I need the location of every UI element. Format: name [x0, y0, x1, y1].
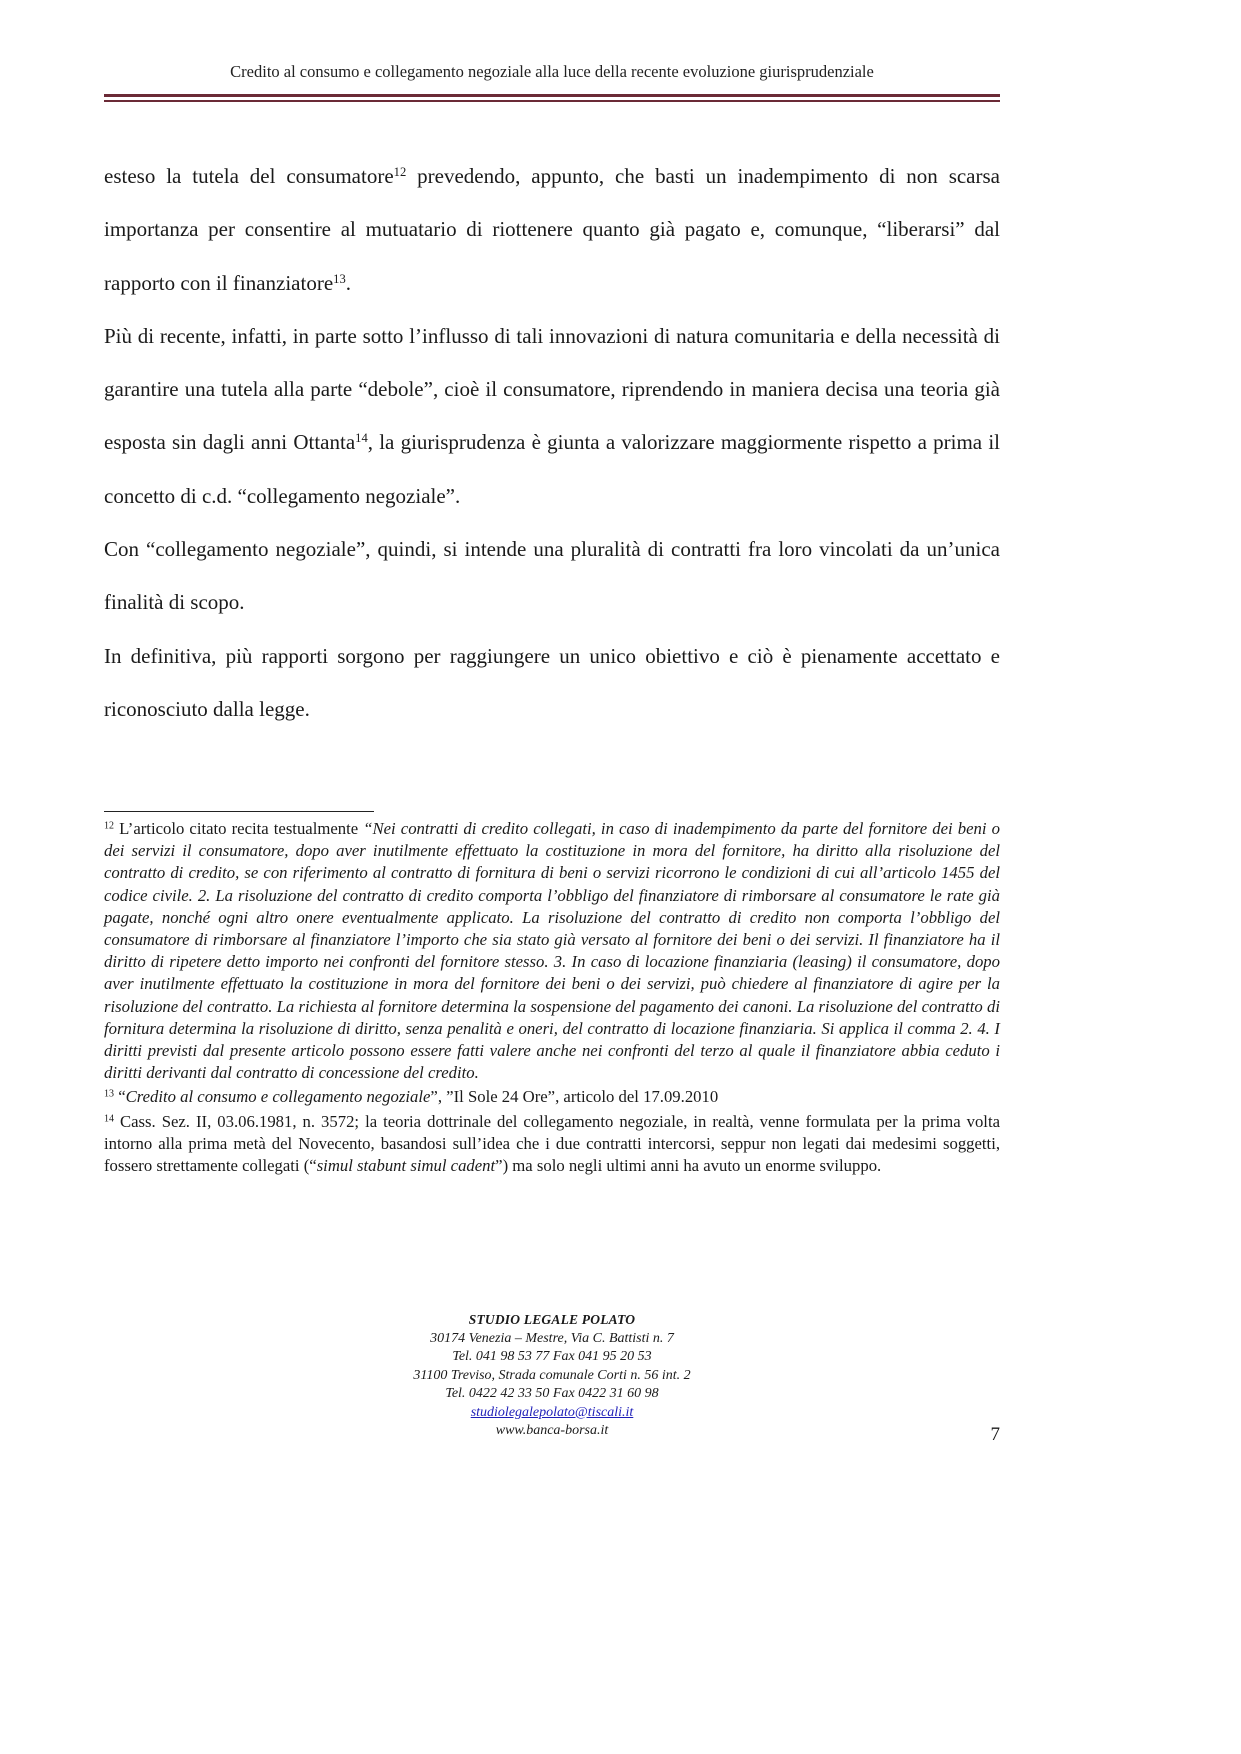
footnote-12: $^{12}$ L’articolo citato recita testualmente “Nei contratti di credito collegati, in caso di inadempimento da parte del fornitore dei beni o dei servizi il consumatore, dopo aver inutilmente effettuato la costituzione in mora del fornitore, ha diritto alla risoluzione del contratto di credito, se con riferimento al contratto di fornitura di beni o servizi ricorrono le condizioni di cui all’articolo 1455 del codice civile. 2. La risoluzione del contratto di credito comporta l’obbligo del finanziatore di rimborsare al consumatore le rate già pagate, nonché ogni altro onere eventualmente applicato. La risoluzione del contratto di credito non comporta l’obbligo del consumatore di rimborsare al finanziatore l’importo che sia stato già versato al fornitore dei beni o dei servizi. Il finanziatore ha il diritto di ripetere detto importo nei confronti del fornitore stesso. 3. In caso di locazione finanziaria (leasing) il consumatore, dopo aver inutilmente effettuato la costituzione in mora del fornitore dei beni o dei servizi, può chiedere al finanziatore di agire per la risoluzione del contratto. La richiesta al fornitore determina la sospensione del pagamento dei canoni. La risoluzione del contratto di fornitura determina la risoluzione di diritto, senza penalità e oneri, del contratto di locazione finanziaria. Si applica il comma 2. 4. I diritti previsti dal presente articolo possono essere fatti valere anche nei confronti del terzo al quale il finanziatore abbia ceduto i diritti derivanti dal contratto di concessione del credito. [104, 819, 1000, 1083]
address-treviso: 31100 Treviso, Strada comunale Corti n. 56 int. 2 [413, 1367, 691, 1383]
phone-venezia: Tel. 041 98 53 77 Fax 041 95 20 53 [452, 1349, 652, 1364]
footnote-ref-14[interactable]: 14 [355, 431, 368, 446]
address-venezia: 30174 Venezia – Mestre, Via C. Battisti n. 7 [430, 1330, 674, 1346]
footnote-number: 14 [104, 1113, 115, 1125]
header-rule-thick [104, 94, 1000, 97]
header-rule [104, 94, 1000, 102]
header-rule-thin [104, 100, 1000, 102]
firm-footer [104, 1311, 1000, 1441]
phone-treviso: Tel. 0422 42 33 50 Fax 0422 31 60 98 [445, 1386, 659, 1401]
footnotes [104, 818, 1000, 1177]
footnote-quote: “Nei contratti di credito collegati, in caso di inadempimento da parte del fornitore dei beni o dei servizi il consumatore, dopo aver inutilmente effettuato la costituzione in mora del fornitore, ha diritto alla risoluzione del contratto di credito, se con riferimento al contratto di fornitura di beni o servizi ricorrono le condizioni di cui all’articolo 1455 del codice civile. 2. La risoluzione del contratto di credito comporta l’obbligo del finanziatore di rimborsare al consumatore le rate già pagate, nonché ogni altro onere eventualmente applicato. La risoluzione del contratto di credito non comporta l’obbligo del consumatore di rimborsare al finanziatore l’importo che sia stato già versato al fornitore dei beni o dei servizi. Il finanziatore ha il diritto di ripetere detto importo nei confronti del fornitore stesso. 3. In caso di locazione finanziaria (leasing) il consumatore, dopo aver inutilmente effettuato la costituzione in mora del fornitore dei beni o dei servizi, può chiedere al finanziatore di agire per la risoluzione del contratto. La richiesta al fornitore determina la sospensione del pagamento dei canoni. La risoluzione del contratto di fornitura determina la risoluzione di diritto, senza penalità e oneri, del contratto di locazione finanziaria. Si applica il comma 2. 4. I diritti previsti dal presente articolo possono essere fatti valere anche nei confronti del terzo al quale il finanziatore abbia ceduto i diritti derivanti dal contratto di concessione del credito. [104, 819, 1000, 1083]
email-link[interactable]: studiolegalepolato@tiscali.it [470, 1404, 634, 1420]
page-number: 7 [990, 1424, 1000, 1445]
footnote-14: $^{14}$ Cass. Sez. II, 03.06.1981, n. 3572; la teoria dottrinale del collegamento negoziale, in realtà, venne formulata per la prima volta intorno alla prima metà del Novecento, basandosi sull’idea che i due contratti intercorsi, seppur non legati dai medesimi soggetti, fossero strettamente collegati (“simul stabunt simul cadent”) ma solo negli ultimi anni ha avuto un enorme sviluppo. [104, 1111, 1000, 1176]
firm-name: STUDIO LEGALE POLATO [468, 1312, 636, 1327]
footnote-number: 12 [104, 820, 115, 832]
footnote-separator [104, 811, 374, 812]
website-text: www.banca-borsa.it [495, 1423, 609, 1438]
footnote-13: $^{13}$ “Credito al consumo e collegamento negoziale”, ”Il Sole 24 Ore”, articolo del 17.09.2010 [104, 1087, 719, 1107]
paragraph: esteso la tutela del consumatore$^{12}$ prevedendo, appunto, che basti un inadempimento di non scarsa importanza per consentire al mutuatario di riottenere quanto già pagato e, comunque, “liberarsi” dal rapporto con il finanziatore$^{13}$. [104, 164, 1000, 295]
footnote-ref-13[interactable]: 13 [333, 271, 346, 286]
running-header: Credito al consumo e collegamento negoziale alla luce della recente evoluzione giurisprudenziale [230, 62, 874, 81]
paragraph: Con “collegamento negoziale”, quindi, si intende una pluralità di contratti fra loro vincolati da un’unica finalità di scopo. [104, 537, 1000, 615]
body-text [104, 150, 1000, 736]
footnote-number: 13 [104, 1088, 115, 1100]
paragraph: In definitiva, più rapporti sorgono per raggiungere un unico obiettivo e ciò è pienamente accettato e riconosciuto dalla legge. [104, 643, 1000, 721]
footnote-ref-12[interactable]: 12 [393, 165, 407, 180]
paragraph: Più di recente, infatti, in parte sotto l’influsso di tali innovazioni di natura comunitaria e della necessità di garantire una tutela alla parte “debole”, cioè il consumatore, riprendendo in maniera decisa una teoria già esposta sin dagli anni Ottanta$^{14}$, la giurisprudenza è giunta a valorizzare maggiormente rispetto a prima il concetto di c.d. “collegamento negoziale”. [104, 323, 1000, 508]
